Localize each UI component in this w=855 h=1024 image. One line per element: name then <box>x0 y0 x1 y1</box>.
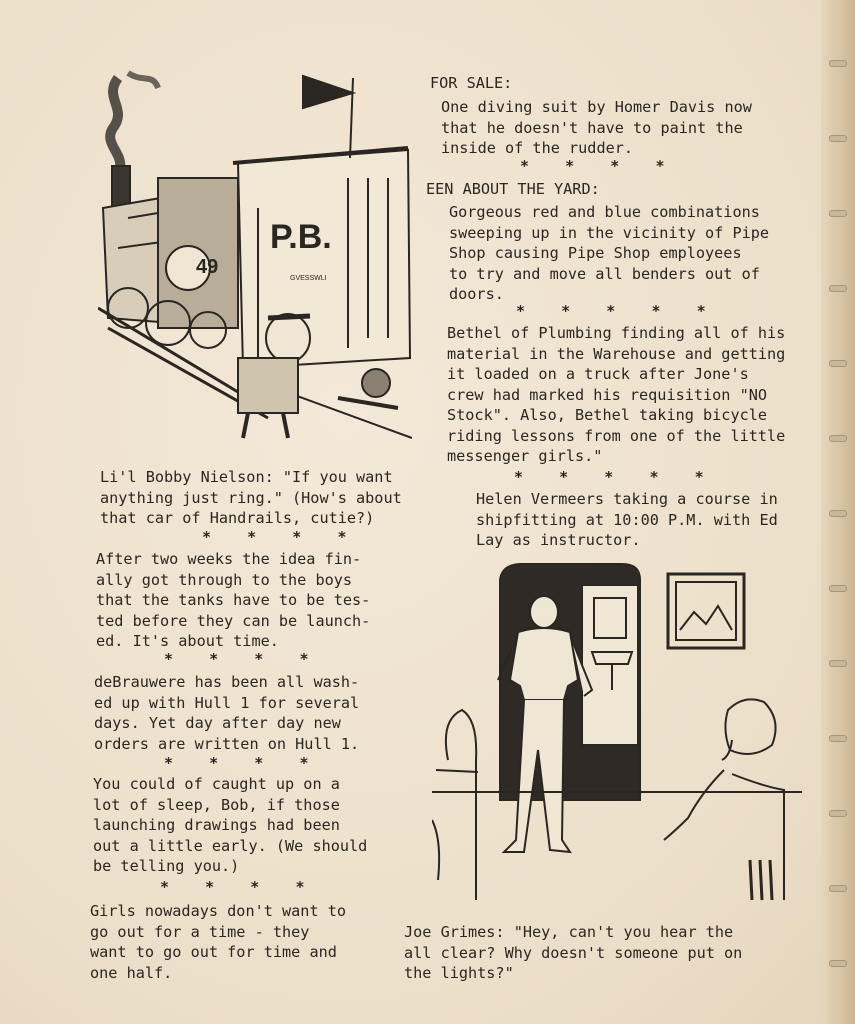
binding-ring <box>829 510 847 517</box>
binding-ring <box>829 135 847 142</box>
car-small-sign: GVESSWLI <box>290 275 327 282</box>
separator-stars: * * * * <box>520 157 665 175</box>
binding-ring <box>829 960 847 967</box>
separator-stars: * * * * * <box>514 468 704 486</box>
blackout-cartoon <box>432 560 802 910</box>
car-letters: P.B. <box>270 218 332 256</box>
separator-stars: * * * * * <box>516 302 706 320</box>
binding-ring <box>829 735 847 742</box>
for-sale-item: One diving suit by Homer Davis now that he doesn't have to paint the inside of the rudder. <box>441 98 752 157</box>
seen-about-heading: EEN ABOUT THE YARD: <box>426 180 600 198</box>
train-cartoon <box>98 68 412 446</box>
binding-ring <box>829 885 847 892</box>
binding-ring <box>829 435 847 442</box>
separator-stars: * * * * <box>164 650 309 668</box>
joe-grimes-caption: Joe Grimes: "Hey, can't you hear the all clear? Why doesn't someone put on the lights?" <box>404 923 743 982</box>
binding-ring <box>829 60 847 67</box>
binding-ring <box>829 285 847 292</box>
binding-ring <box>829 585 847 592</box>
engine-number: 49 <box>196 256 219 278</box>
separator-stars: * * * * <box>202 528 347 546</box>
separator-stars: * * * * <box>164 754 309 772</box>
girls-item: Girls nowadays don't want to go out for a time - they want to go out for time and one half. <box>90 902 347 982</box>
tanks-item: After two weeks the idea fin- ally got through to the boys that the tanks have to be tes- ted before they can be launch- ed. It's about time. <box>96 550 371 650</box>
binding-ring <box>829 360 847 367</box>
binding-spine <box>821 0 855 1024</box>
binding-ring <box>829 210 847 217</box>
sleep-item: You could of caught up on a lot of sleep, Bob, if those launching drawings had been out a little early. (We should be telling you.) <box>93 775 368 875</box>
helen-item: Helen Vermeers taking a course in shipfitting at 10:00 P.M. with Ed Lay as instructor. <box>476 490 778 549</box>
separator-stars: * * * * <box>160 878 305 896</box>
binding-ring <box>829 810 847 817</box>
for-sale-heading: FOR SALE: <box>430 74 513 92</box>
binding-ring <box>829 660 847 667</box>
bobby-item: Li'l Bobby Nielson: "If you want anything just ring." (How's about that car of Handrails, cutie?) <box>100 468 402 527</box>
debrauwere-item: deBrauwere has been all wash- ed up with Hull 1 for several days. Yet day after day new orders are written on Hull 1. <box>94 673 360 753</box>
bethel-item: Bethel of Plumbing finding all of his material in the Warehouse and getting it loaded on a truck after Jone's crew had marked his requisition "NO Stock". Also, Bethel taking bicycle riding lessons from one of the little messenger girls." <box>447 324 786 465</box>
seen-about-item: Gorgeous red and blue combinations sweeping up in the vicinity of Pipe Shop causing Pipe Shop employees to try and move all benders out of doors. <box>449 203 770 303</box>
